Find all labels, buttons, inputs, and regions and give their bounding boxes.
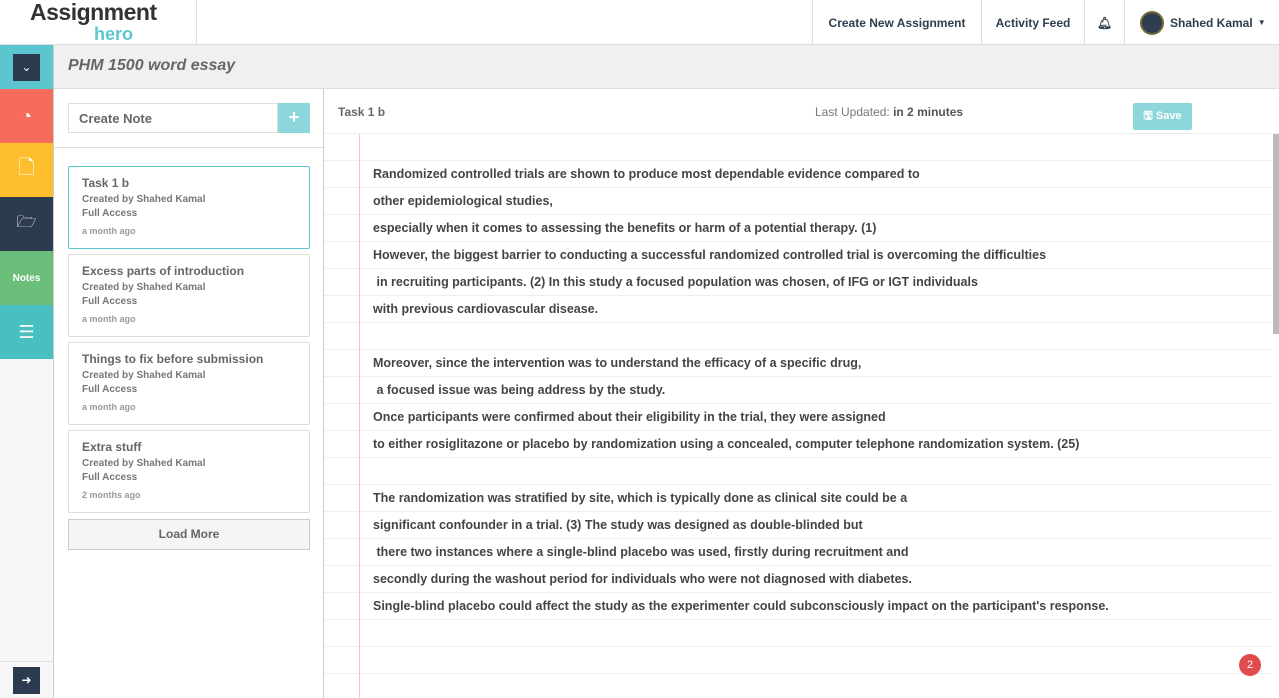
create-new-assignment-link[interactable]: Create New Assignment	[812, 0, 981, 45]
logo[interactable]: Assignment hero	[30, 0, 197, 45]
text-line: Single-blind placebo could affect the study as the experimenter could subconsciously impact on the participant's response.	[373, 599, 1109, 613]
margin-line	[359, 134, 360, 698]
text-line: Randomized controlled trials are shown to produce most dependable evidence compared to	[373, 167, 920, 181]
note-card[interactable]: Things to fix before submission Created by Shahed Kamal Full Access a month ago	[68, 342, 310, 425]
load-more-button[interactable]: Load More	[68, 519, 310, 550]
floppy-disk-icon: 🖫︎	[1143, 110, 1153, 122]
add-note-button[interactable]: +	[278, 103, 310, 133]
bell-icon[interactable]: 🔔︎	[1084, 0, 1124, 45]
notification-badge[interactable]: 2	[1239, 654, 1261, 676]
text-line: to either rosiglitazone or placebo by randomization using a concealed, computer telephone randomization system. (25)	[373, 437, 1080, 451]
dashboard-icon[interactable]: ◔	[0, 89, 53, 143]
avatar	[1140, 11, 1164, 35]
text-line: Moreover, since the intervention was to understand the efficacy of a specific drug,	[373, 356, 862, 370]
notes-list	[68, 166, 310, 513]
editor-header	[324, 89, 1279, 134]
sidebar	[0, 45, 54, 698]
text-line: in recruiting participants. (2) In this study a focused population was chosen, of IFG or IGT individuals	[373, 275, 978, 289]
text-line: However, the biggest barrier to conducting a successful randomized controlled trial is overcoming the difficulties	[373, 248, 1047, 262]
text-line: a focused issue was being address by the study.	[373, 383, 666, 397]
note-card[interactable]: Task 1 b Created by Shahed Kamal Full Access a month ago	[68, 166, 310, 249]
list-icon[interactable]: ☰	[0, 305, 53, 359]
note-card[interactable]: Excess parts of introduction Created by Shahed Kamal Full Access a month ago	[68, 254, 310, 337]
text-line: other epidemiological studies,	[373, 194, 553, 208]
document-icon[interactable]: 🗋︎	[0, 143, 53, 197]
collapse-toggle[interactable]	[0, 45, 53, 89]
note-editor	[324, 89, 1279, 698]
note-card[interactable]: Extra stuff Created by Shahed Kamal Full Access 2 months ago	[68, 430, 310, 513]
text-line: there two instances where a single-blind placebo was used, firstly during recruitment and	[373, 545, 909, 559]
user-menu[interactable]: Shahed Kamal ▼	[1124, 0, 1279, 45]
save-button[interactable]: 🖫︎ Save	[1133, 103, 1192, 130]
create-note-input[interactable]: Create Note	[68, 103, 278, 133]
caret-down-icon: ▼	[1257, 18, 1266, 27]
folder-open-icon[interactable]: 🗁︎	[0, 197, 53, 251]
activity-feed-link[interactable]: Activity Feed	[981, 0, 1084, 45]
divider	[54, 147, 323, 148]
text-line: Once participants were confirmed about their eligibility in the trial, they were assigned	[373, 410, 886, 424]
page-title-bar	[54, 45, 1279, 89]
scrollbar[interactable]	[1273, 134, 1279, 334]
text-line: with previous cardiovascular disease.	[373, 302, 599, 316]
last-updated: Last Updated: in 2 minutes	[815, 105, 964, 119]
text-line: especially when it comes to assessing the benefits or harm of a potential therapy. (1)	[373, 221, 877, 235]
note-title: Task 1 b	[338, 105, 386, 119]
page-title: PHM 1500 word essay	[68, 57, 236, 74]
text-line: The randomization was stratified by site, which is typically done as clinical site could be a	[373, 491, 908, 505]
chevron-down-icon: ⌄	[13, 54, 40, 81]
arrow-right-icon: ➜	[13, 667, 40, 694]
text-line: significant confounder in a trial. (3) The study was designed as double-blinded but	[373, 518, 863, 532]
sidebar-item-notes[interactable]: Notes	[0, 251, 53, 305]
note-textarea[interactable]	[324, 134, 1272, 698]
expand-toggle[interactable]	[0, 661, 53, 698]
notes-panel	[54, 89, 324, 698]
text-line: secondly during the washout period for individuals who were not diagnosed with diabetes.	[373, 572, 912, 586]
top-bar	[0, 0, 1279, 45]
